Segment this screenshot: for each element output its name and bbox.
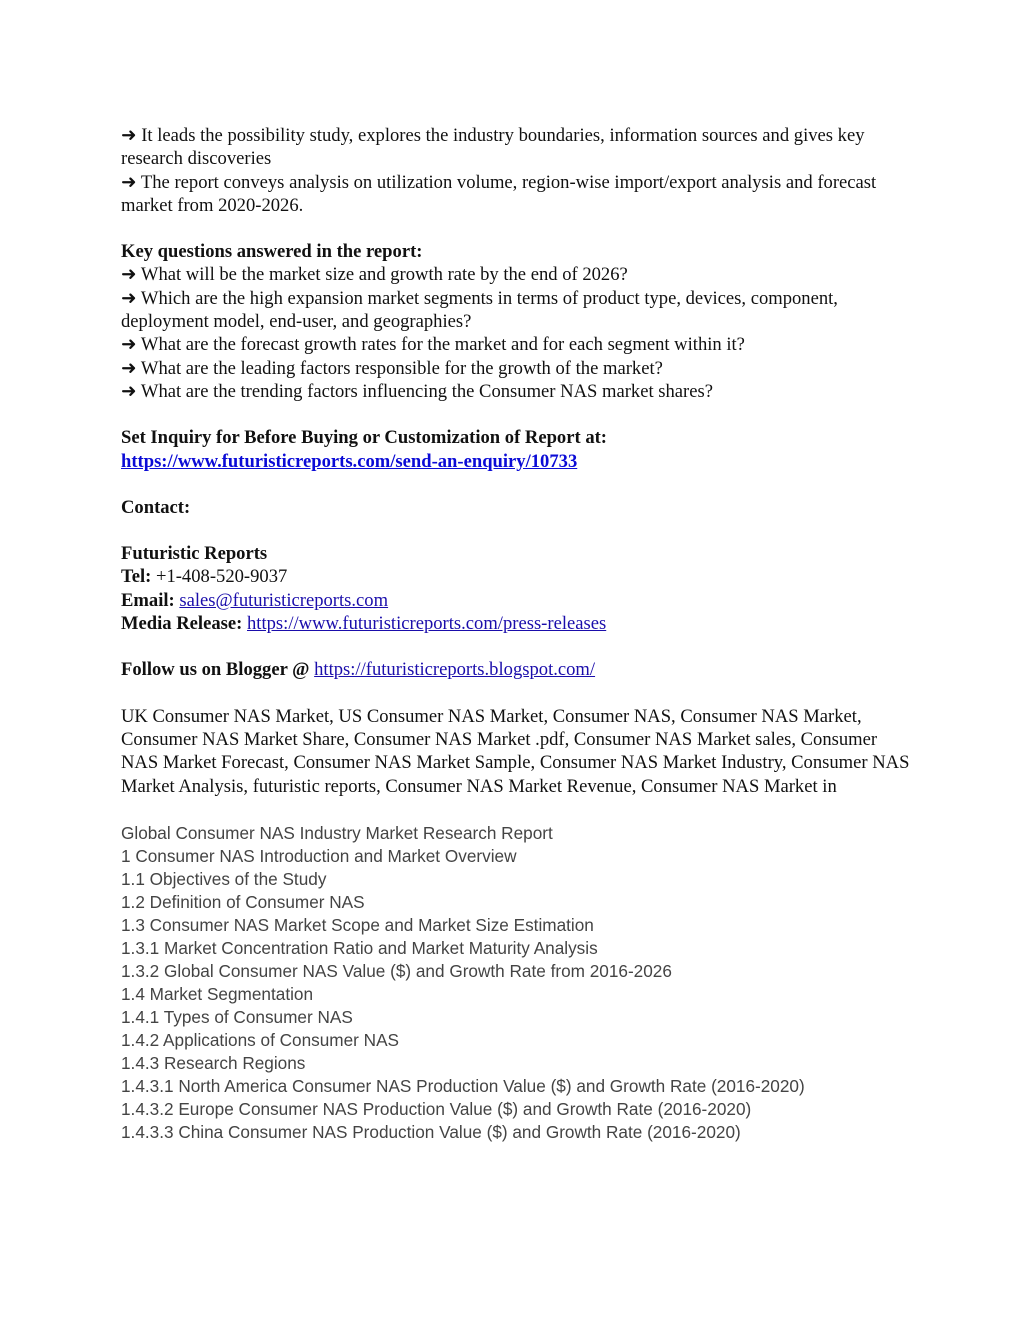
spacer <box>121 635 911 658</box>
tel-line <box>121 565 911 588</box>
spacer <box>121 473 911 496</box>
spacer <box>121 682 911 705</box>
toc-item: 1.2 Definition of Consumer NAS <box>121 891 365 912</box>
blogger-link[interactable]: https://futuristicreports.blogspot.com/ <box>314 659 596 681</box>
follow-line <box>121 658 911 681</box>
question-item: ➜ What are the leading factors responsible for the growth of the market? <box>121 357 663 379</box>
spacer <box>121 217 911 240</box>
toc-item: 1.4.1 Types of Consumer NAS <box>121 1006 353 1027</box>
email-label: Email: <box>121 589 175 611</box>
table-of-contents <box>121 822 911 1144</box>
spacer <box>121 519 911 542</box>
questions-heading: Key questions answered in the report: <box>121 241 423 263</box>
toc-item: 1.3.1 Market Concentration Ratio and Market Maturity Analysis <box>121 937 598 958</box>
inquiry-link[interactable]: https://www.futuristicreports.com/send-an-enquiry/10733 <box>121 450 578 472</box>
document-page <box>121 124 911 1144</box>
contact-heading: Contact: <box>121 496 191 518</box>
follow-label: Follow us on Blogger @ <box>121 659 310 681</box>
email-link[interactable]: sales@futuristicreports.com <box>179 589 389 611</box>
toc-item: 1.4.2 Applications of Consumer NAS <box>121 1029 400 1050</box>
toc-title: Global Consumer NAS Industry Market Research Report <box>121 822 553 843</box>
question-item: ➜ Which are the high expansion market segments in terms of product type, devices, component, deployment model, end-user, and geographies? <box>121 287 838 333</box>
question-item: ➜ What are the trending factors influencing the Consumer NAS market shares? <box>121 380 713 402</box>
toc-item: 1.4.3.3 China Consumer NAS Production Value ($) and Growth Rate (2016-2020) <box>121 1121 741 1142</box>
bullet-report-analysis: ➜ The report conveys analysis on utilization volume, region-wise import/export analysis and forecast market from 2020-2026. <box>121 171 877 216</box>
toc-item: 1 Consumer NAS Introduction and Market Overview <box>121 845 517 866</box>
toc-item: 1.4.3.1 North America Consumer NAS Production Value ($) and Growth Rate (2016-2020) <box>121 1075 805 1096</box>
toc-item: 1.4 Market Segmentation <box>121 983 314 1004</box>
email-line <box>121 589 911 612</box>
toc-item: 1.3 Consumer NAS Market Scope and Market Size Estimation <box>121 914 594 935</box>
question-item: ➜ What are the forecast growth rates for the market and for each segment within it? <box>121 334 745 356</box>
tel-value: +1-408-520-9037 <box>151 566 288 588</box>
media-release-link[interactable]: https://www.futuristicreports.com/press-releases <box>247 613 607 635</box>
company-name: Futuristic Reports <box>121 543 268 565</box>
toc-item: 1.3.2 Global Consumer NAS Value ($) and Growth Rate from 2016-2026 <box>121 960 672 981</box>
spacer <box>121 403 911 426</box>
toc-item: 1.4.3 Research Regions <box>121 1052 306 1073</box>
bullet-possibility-study: ➜ It leads the possibility study, explores the industry boundaries, information sources and gives key research discoveries <box>121 125 865 170</box>
media-label: Media Release: <box>121 613 243 635</box>
inquiry-heading: Set Inquiry for Before Buying or Customization of Report at: <box>121 427 607 449</box>
toc-item: 1.1 Objectives of the Study <box>121 868 327 889</box>
keywords-paragraph: UK Consumer NAS Market, US Consumer NAS Market, Consumer NAS, Consumer NAS Market, Consumer NAS Market Share, Consumer NAS Market .pdf, Consumer NAS Market sales, Consumer NAS Market Forecast, Consumer NAS Market Sample, Consumer NAS Market Industry, Consumer NAS Market Analysis, futuristic reports, Consumer NAS Market Revenue, Consumer NAS Market in <box>121 705 910 797</box>
media-line <box>121 612 911 635</box>
toc-item: 1.4.3.2 Europe Consumer NAS Production Value ($) and Growth Rate (2016-2020) <box>121 1098 752 1119</box>
question-item: ➜ What will be the market size and growth rate by the end of 2026? <box>121 264 628 286</box>
tel-label: Tel: <box>121 566 152 588</box>
